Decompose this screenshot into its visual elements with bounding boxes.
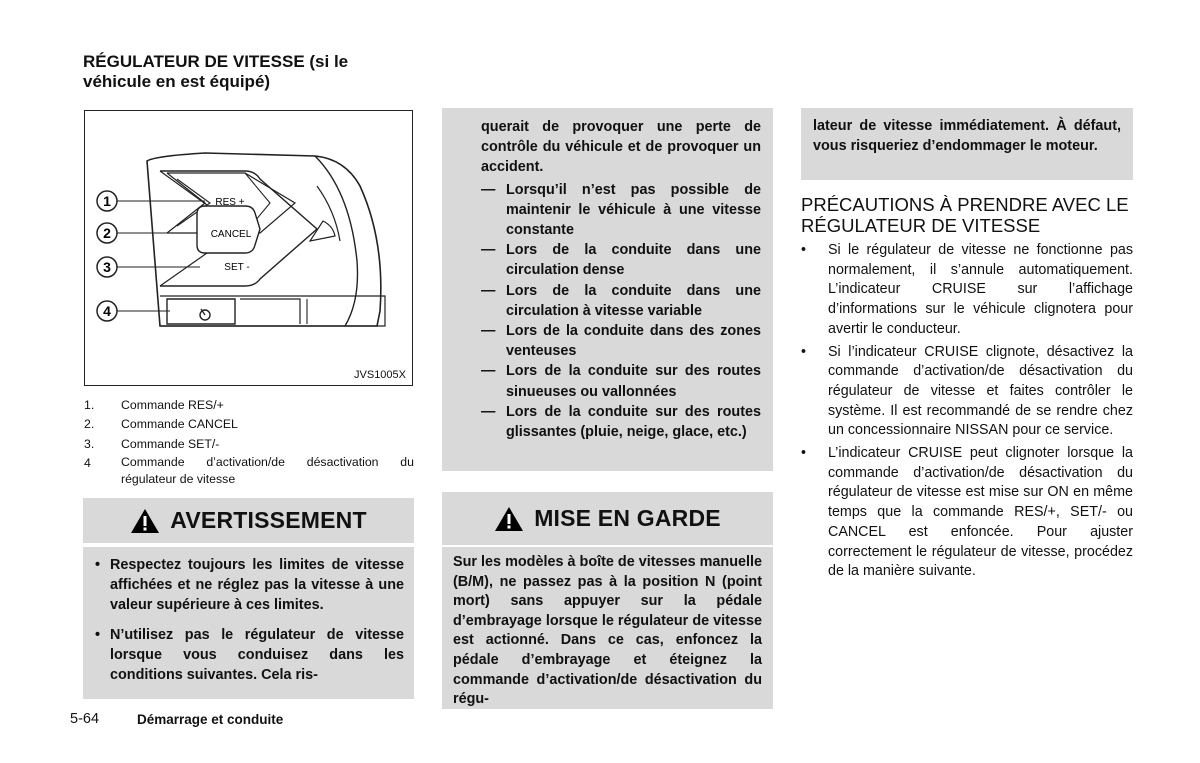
precautions-heading: PRÉCAUTIONS À PRENDRE AVEC LE RÉGULATEUR DE VITESSE [801, 194, 1129, 236]
legend-text: Commande CANCEL [121, 417, 238, 432]
bullet: • [95, 626, 101, 643]
mise-en-garde-heading: MISE EN GARDE [534, 505, 721, 531]
dash: — [481, 242, 496, 259]
callout-4-label: 4 [103, 303, 111, 319]
dash: — [481, 282, 496, 299]
continuation-text: querait de provoquer une perte de contrôle du véhicule et de provoquer un accident. [481, 119, 761, 176]
dash: — [481, 181, 496, 198]
list-item [481, 180, 761, 241]
bullet: • [801, 343, 807, 360]
legend-item [84, 415, 414, 434]
dash-text: Lors de la conduite dans des zones venteuses [506, 323, 761, 360]
list-item [481, 321, 761, 361]
footer-section-title: Démarrage et conduite [137, 712, 284, 727]
dash-text: Lors de la conduite sur des routes sinueuses ou vallonnées [506, 363, 761, 400]
list-item [83, 626, 404, 686]
dash: — [481, 323, 496, 340]
legend-item [84, 435, 414, 454]
bullet-text: Si le régulateur de vitesse ne fonctionne pas normalement, il s’annule automatiquement. L’indicateur CRUISE sur l’affichage d’informations sur le véhicule clignotera pour avertir le conducteur. [828, 242, 1133, 337]
mise-en-garde-header [442, 492, 773, 545]
legend-num: 2. [84, 417, 95, 432]
legend-num: 3. [84, 436, 95, 451]
bullet: • [801, 242, 807, 258]
mise-en-garde-text: Sur les modèles à boîte de vitesses manuelle (B/M), ne passez pas à la position N (point mort) sans appuyer sur la pédale d’embrayage lorsque le régulateur de vitesse est actionné. Dans ce cas, enfoncez la pédale d’embrayage et éteignez la commande d’activation/de désactivation du régu- [453, 554, 762, 708]
list-item [481, 281, 761, 321]
dash-text: Lors de la conduite dans une circulation à vitesse variable [506, 282, 761, 319]
callout-2-label: 2 [103, 225, 111, 241]
mise-en-garde-continuation-box [801, 108, 1133, 180]
list-item [801, 444, 1133, 582]
warning-icon [130, 508, 160, 534]
bullet-text: Respectez toujours les limites de vitesse affichées et ne réglez pas la vitesse à une valeur supérieure à ces limites. [110, 557, 404, 613]
res-label: RES + [215, 197, 245, 208]
legend-text: Commande RES/+ [121, 398, 224, 412]
dash-text: Lors de la conduite dans une circulation dense [506, 242, 761, 279]
list-item [481, 240, 761, 280]
dash-text: Lors de la conduite sur des routes glissantes (pluie, neige, glace, etc.) [506, 403, 761, 441]
figure-legend [84, 396, 414, 488]
mise-en-garde-body [442, 547, 773, 709]
bullet-text: Si l’indicateur CRUISE clignote, désactivez la commande d’activation/de désactivation du régulateur de vitesse et faites contrôler le système. Il est recommandé de se rendre chez un concessionnaire NISSAN pour ce service. [828, 343, 1133, 439]
warning-continuation-box [442, 108, 773, 471]
legend-text: Commande SET/- [121, 436, 220, 451]
list-item [801, 241, 1133, 340]
page-number: 5-64 [70, 711, 100, 727]
avertissement-body [83, 547, 414, 699]
list-item [481, 361, 761, 401]
avertissement-header [83, 498, 414, 543]
list-item [83, 556, 404, 616]
steering-switch-figure [84, 110, 413, 386]
bullet: • [95, 557, 101, 573]
legend-num: 4 [84, 456, 91, 471]
avertissement-heading: AVERTISSEMENT [170, 507, 367, 533]
set-label: SET - [224, 262, 250, 273]
callout-3-label: 3 [103, 259, 111, 275]
cancel-label: CANCEL [210, 229, 252, 240]
warning-icon [494, 506, 524, 532]
precautions-list [801, 241, 1133, 582]
dash: — [481, 403, 496, 420]
list-item [481, 402, 761, 442]
bullet: • [801, 445, 807, 462]
dash: — [481, 363, 496, 380]
legend-num: 1. [84, 398, 95, 412]
bullet-text: L’indicateur CRUISE peut clignoter lorsque la commande d’activation/de désactivation du régulateur de vitesse est mise sur ON en même temps que la commande RES/+, SET/- ou CANCEL est enfoncée. Pour ajuster correctement le régulateur de vitesse, procédez de la manière suivante. [828, 445, 1133, 580]
legend-item [84, 396, 414, 415]
legend-item [84, 454, 414, 488]
continuation-text: lateur de vitesse immédiatement. À défaut, vous risqueriez d’endommager le moteur. [813, 118, 1121, 154]
dash-text: Lorsqu’il n’est pas possible de maintenir le véhicule à une vitesse constante [506, 181, 761, 239]
list-item [801, 343, 1133, 442]
steering-switch-illustration [85, 111, 411, 384]
bullet-text: N’utilisez pas le régulateur de vitesse lorsque vous conduisez dans les conditions suivantes. Cela ris- [110, 626, 404, 683]
legend-text: Commande d’activation/de désactivation du régulateur de vitesse [121, 455, 414, 487]
section-title: RÉGULATEUR DE VITESSE (si le véhicule en est équipé) [83, 52, 349, 91]
callout-1-label: 1 [103, 193, 111, 209]
figure-code: JVS1005X [354, 369, 406, 381]
